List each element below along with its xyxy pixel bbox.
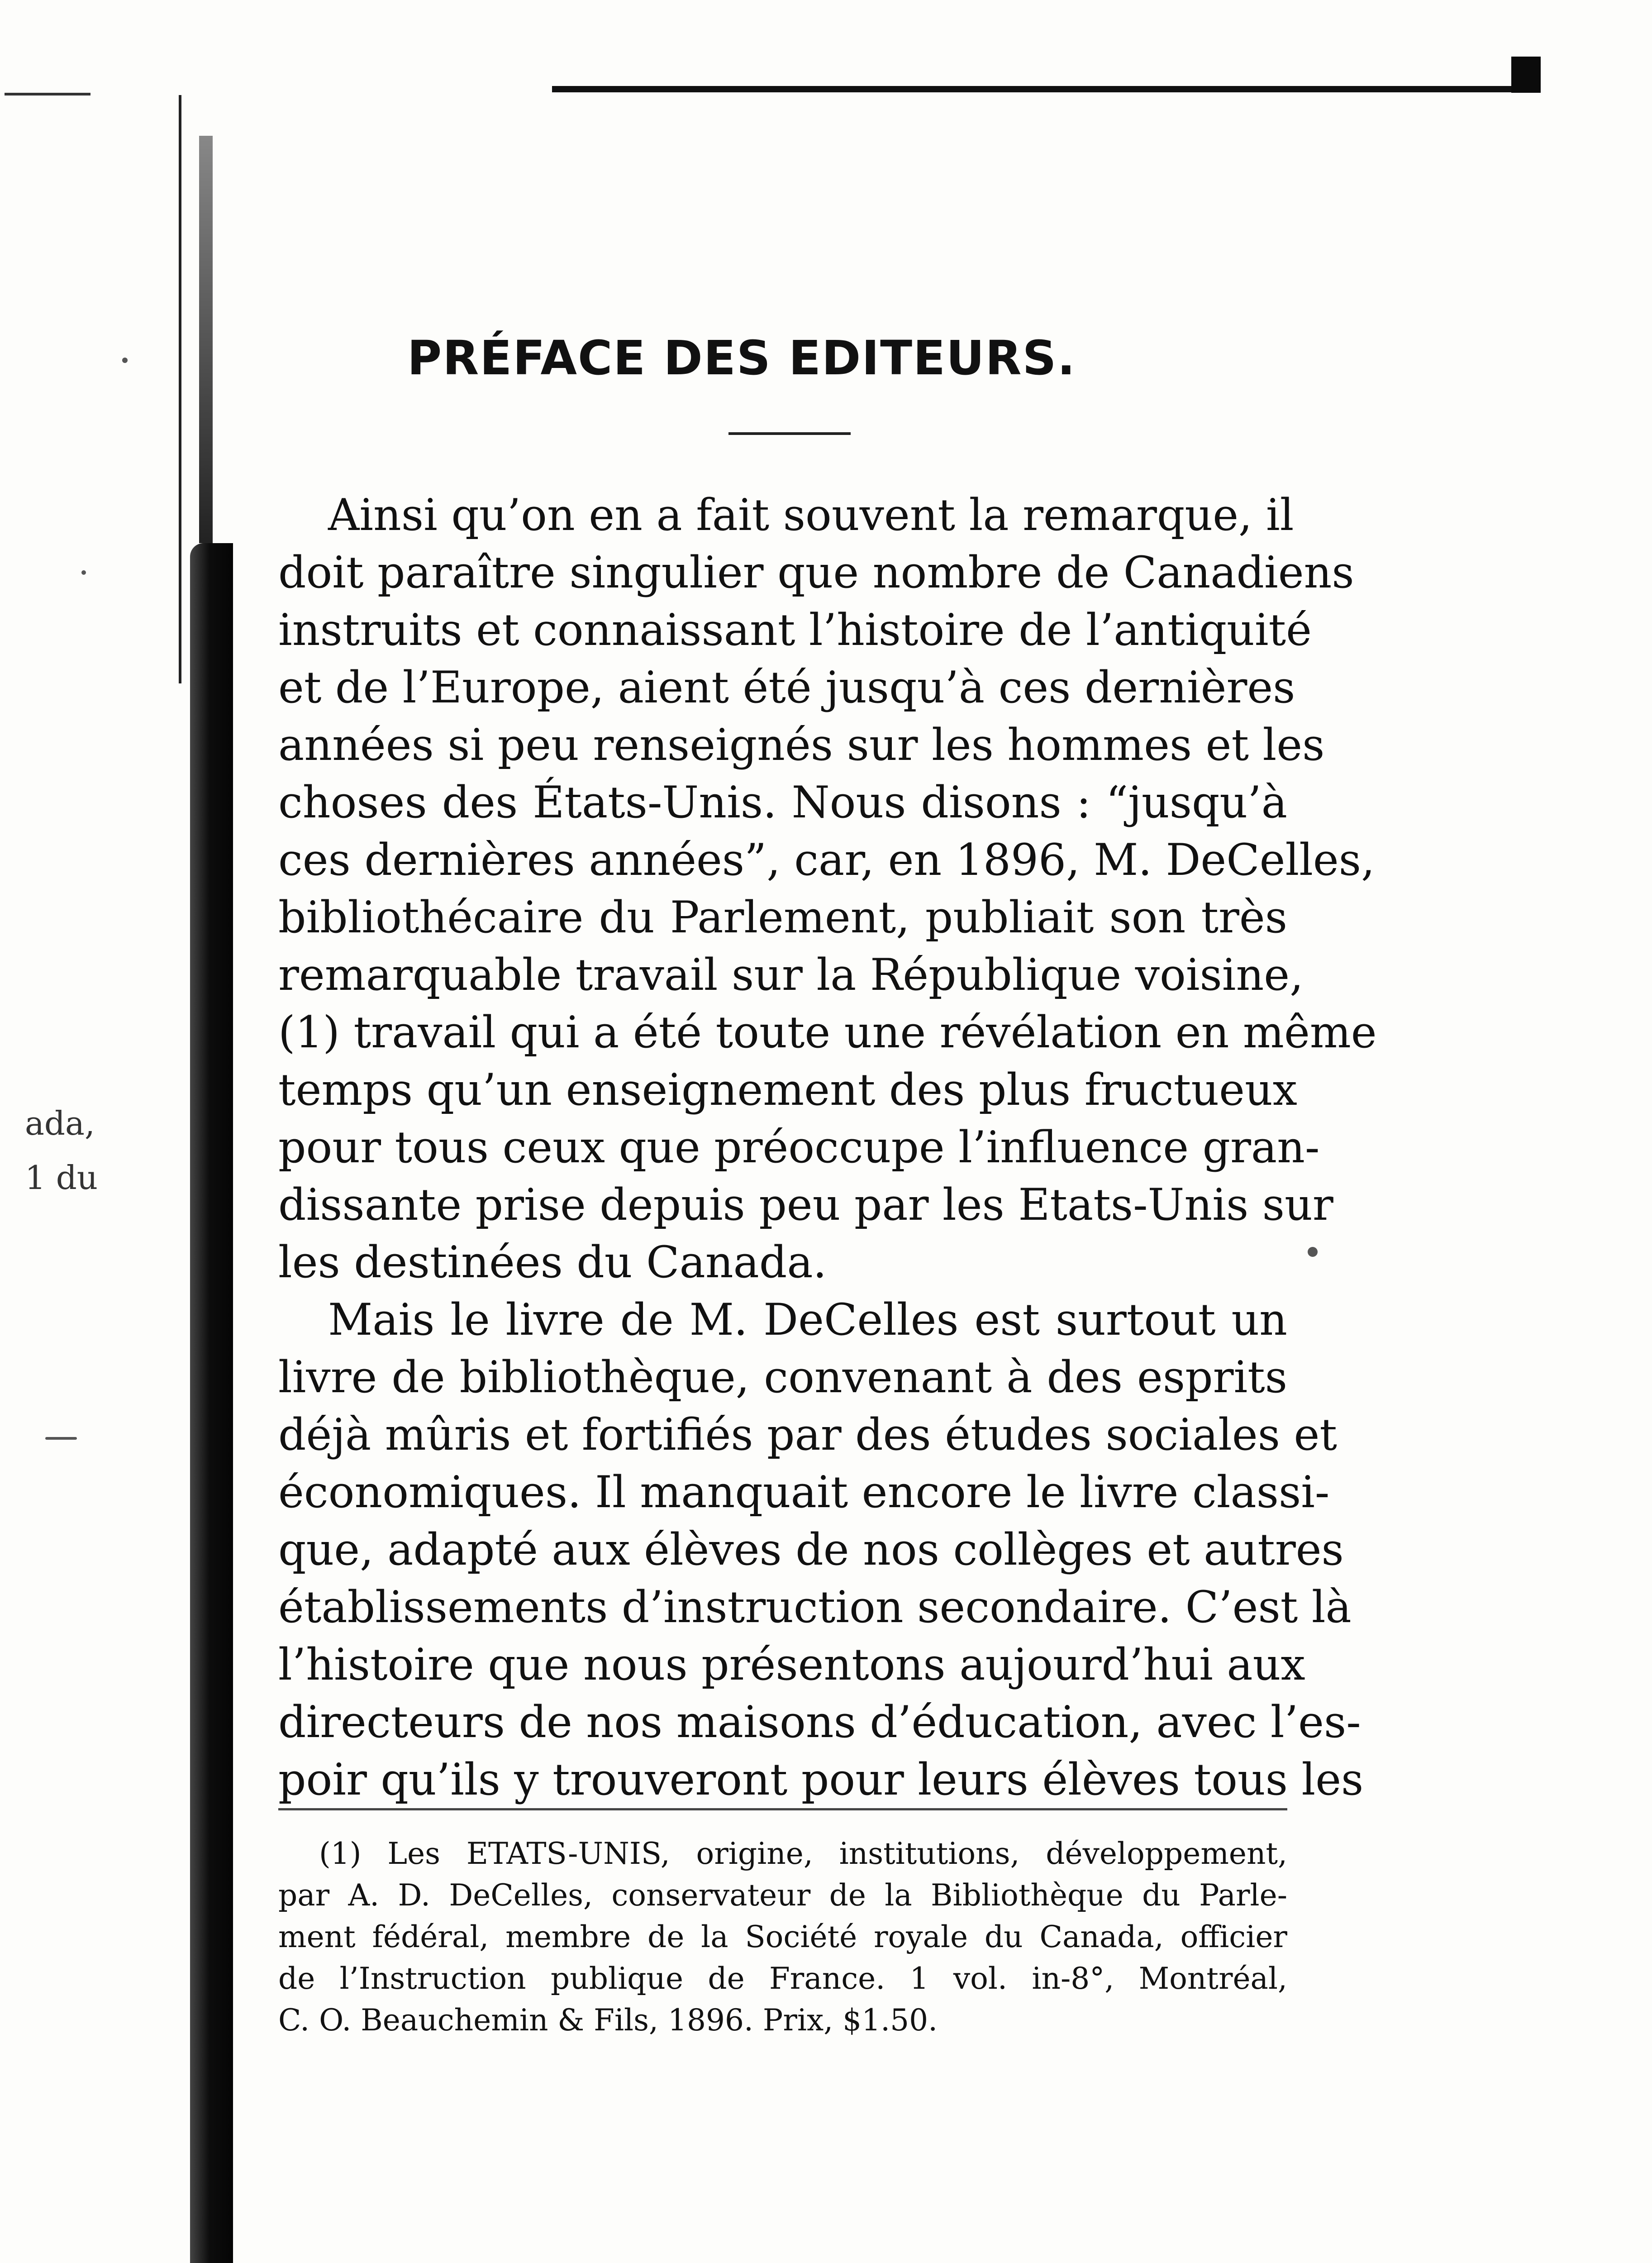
footnote-line: ment fédéral, membre de la Société royale du Canada, officier (278, 1919, 1287, 1954)
stray-ink-dot (45, 1437, 77, 1440)
text-line: ces dernières années”, car, en 1896, M. DeCelles, (278, 835, 1375, 885)
corner-ink-block (1511, 57, 1541, 93)
binding-shadow-upper (199, 136, 213, 543)
binding-shadow (190, 543, 233, 2263)
text-line: années si peu renseignés sur les hommes et les (278, 720, 1325, 770)
text-line: directeurs de nos maisons d’éducation, avec l’es- (278, 1697, 1361, 1747)
preface-body (278, 487, 1377, 1809)
text-line: livre de bibliothèque, convenant à des esprits (278, 1352, 1287, 1403)
text-line: bibliothécaire du Parlement, publiait son très (278, 892, 1287, 943)
text-line: poir qu’ils y trouveront pour leurs élèves tous les (278, 1754, 1364, 1805)
margin-fragment: ada, (25, 1104, 95, 1142)
text-line: que, adapté aux élèves de nos collèges et autres (278, 1524, 1344, 1575)
text-line: choses des États-Unis. Nous disons : “jusqu’à (278, 777, 1287, 828)
stray-ink-dot (122, 358, 128, 363)
page-title: PRÉFACE DES EDITEURS. (407, 330, 1076, 386)
footnote-line: C. O. Beauchemin & Fils, 1896. Prix, $1.50. (278, 2003, 938, 2038)
left-margin-dash (5, 93, 90, 95)
text-line: pour tous ceux que préoccupe l’influence gran- (278, 1122, 1320, 1173)
title-rule (728, 432, 851, 435)
text-line: dissante prise depuis peu par les Etats-Unis sur (278, 1179, 1333, 1230)
footnote-rule (278, 1808, 1287, 1810)
footnote-line: (1) Les ETATS-UNIS, origine, institutions, développement, (319, 1836, 1287, 1871)
text-line: temps qu’un enseignement des plus fructueux (278, 1065, 1297, 1115)
text-line: les destinées du Canada. (278, 1237, 827, 1288)
margin-fragment: 1 du (25, 1159, 98, 1197)
text-line: (1) travail qui a été toute une révélation en même (278, 1007, 1377, 1058)
text-line: instruits et connaissant l’histoire de l’antiquité (278, 605, 1312, 655)
margin-thin-line (179, 95, 181, 683)
footnote-line: par A. D. DeCelles, conservateur de la Bibliothèque du Parle- (278, 1878, 1287, 1913)
text-line: remarquable travail sur la République voisine, (278, 950, 1304, 1000)
text-line: économiques. Il manquait encore le livre classi- (278, 1467, 1330, 1518)
text-line: doit paraître singulier que nombre de Canadiens (278, 547, 1354, 598)
text-line: l’histoire que nous présentons aujourd’hui aux (278, 1639, 1305, 1690)
text-line: Ainsi qu’on en a fait souvent la remarque, il (328, 490, 1294, 540)
text-line: déjà mûris et fortifiés par des études sociales et (278, 1409, 1337, 1460)
stray-ink-dot (81, 570, 86, 575)
footnote-line: de l’Instruction publique de France. 1 vol. in-8°, Montréal, (278, 1961, 1287, 1996)
text-line: Mais le livre de M. DeCelles est surtout un (328, 1294, 1287, 1345)
text-line: établissements d’instruction secondaire. C’est là (278, 1582, 1352, 1633)
footnote (278, 1833, 1287, 2041)
text-line: et de l’Europe, aient été jusqu’à ces dernières (278, 662, 1295, 713)
stray-ink-dot (1308, 1247, 1318, 1257)
top-rule (552, 86, 1538, 92)
